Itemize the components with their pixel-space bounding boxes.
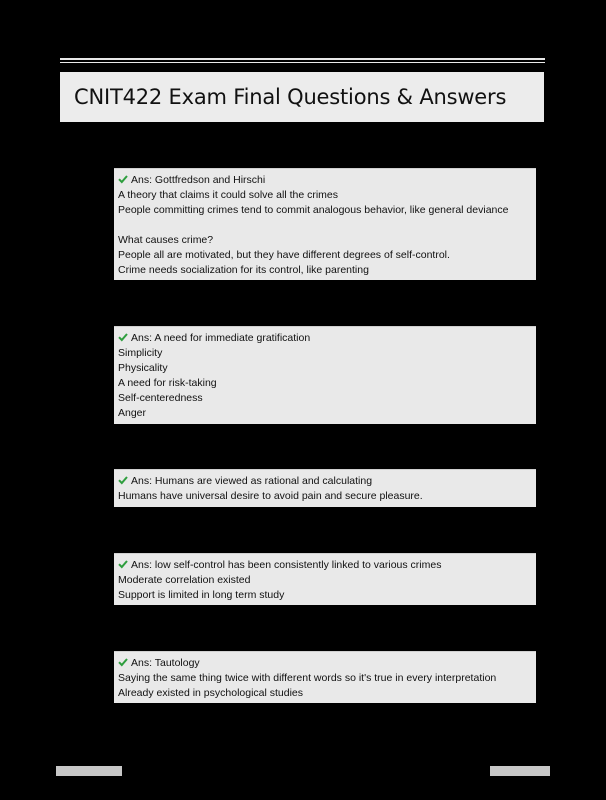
check-icon: [118, 174, 128, 184]
page-title: CNIT422 Exam Final Questions & Answers: [74, 85, 507, 109]
detail-line: A theory that claims it could solve all the crimes: [118, 189, 339, 201]
answer-text: Ans: Humans are viewed as rational and calculating: [131, 475, 373, 487]
footer-left-blur: [56, 766, 122, 776]
detail-line: Humans have universal desire to avoid pain and secure pleasure.: [118, 490, 423, 502]
answer-line: [118, 656, 532, 671]
detail-line: A need for risk-taking: [118, 377, 217, 389]
answer-card-5: [114, 651, 536, 703]
answer-line: [118, 558, 532, 573]
footer-right-blur: [490, 766, 550, 776]
answer-text: Ans: low self-control has been consistently linked to various crimes: [131, 559, 442, 571]
answer-card-3: [114, 469, 536, 507]
answer-card-2: [114, 326, 536, 424]
top-rule-lower: [60, 62, 545, 63]
check-icon: [118, 559, 128, 569]
answer-line: [118, 173, 532, 188]
answer-card-4: [114, 553, 536, 605]
blank-line: [118, 218, 532, 233]
detail-line: Self-centeredness: [118, 392, 203, 404]
answer-text: Ans: Tautology: [131, 657, 200, 669]
detail-line: Moderate correlation existed: [118, 574, 251, 586]
detail-line: Already existed in psychological studies: [118, 687, 304, 699]
detail-line: Simplicity: [118, 347, 163, 359]
detail-line: Saying the same thing twice with different words so it's true in every interpretation: [118, 672, 497, 684]
answer-line: [118, 331, 532, 346]
check-icon: [118, 332, 128, 342]
detail-line: Physicality: [118, 362, 168, 374]
detail-line: What causes crime?: [118, 234, 214, 246]
check-icon: [118, 657, 128, 667]
detail-line: Support is limited in long term study: [118, 589, 285, 601]
detail-line: People all are motivated, but they have different degrees of self-control.: [118, 249, 450, 261]
detail-line: Anger: [118, 407, 147, 419]
title-banner: [60, 72, 544, 122]
answer-text: Ans: Gottfredson and Hirschi: [131, 174, 266, 186]
answer-line: [118, 474, 532, 489]
answer-text: Ans: A need for immediate gratification: [131, 332, 311, 344]
detail-line: Crime needs socialization for its control, like parenting: [118, 264, 369, 276]
check-icon: [118, 475, 128, 485]
top-rule-upper: [60, 58, 545, 60]
detail-line: People committing crimes tend to commit analogous behavior, like general deviance: [118, 204, 509, 216]
answer-card-1: [114, 168, 536, 280]
